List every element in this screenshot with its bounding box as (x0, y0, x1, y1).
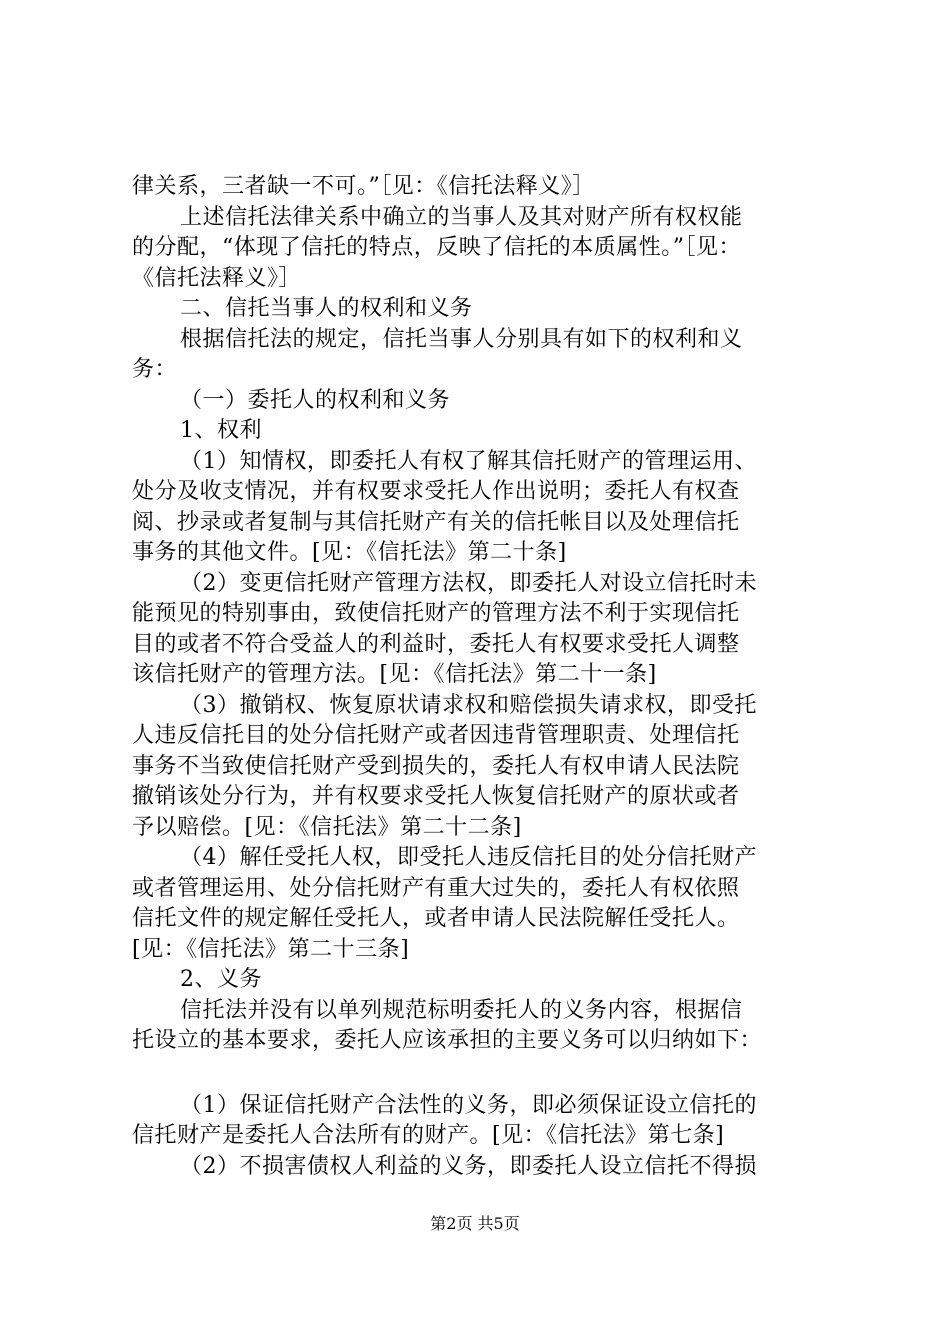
text-line: 该信托财产的管理方法。[见：《信托法》第二十一条] (132, 662, 657, 687)
text-line: 事务不当致使信托财产受到损失的，委托人有权申请人民法院 (132, 753, 740, 779)
text-line: 目的或者不符合受益人的利益时，委托人有权要求受托人调整 (132, 631, 740, 657)
subsection-heading: （一）委托人的权利和义务 (180, 387, 451, 413)
text-line: 托设立的基本要求，委托人应该承担的主要义务可以归纳如下： (132, 1028, 763, 1053)
text-line: 处分及收支情况，并有权要求受托人作出说明；委托人有权查 (132, 479, 740, 504)
text-line: （1）知情权，即委托人有权了解其信托财产的管理运用、 (180, 448, 757, 474)
text-line: 的分配，“体现了信托的特点，反映了信托的本质属性。”［见： (132, 235, 741, 260)
paragraph-gap (132, 1057, 832, 1091)
text-line: 律关系，三者缺一不可。”［见：《信托法释义》］ (132, 174, 595, 199)
subsection-heading: 1、权利 (180, 418, 262, 443)
text-line: （2）不损害债权人利益的义务，即委托人设立信托不得损 (180, 1153, 757, 1179)
text-line: 《信托法释义》］ (132, 265, 302, 291)
text-line: 能预见的特别事由，致使信托财产的管理方法不利于实现信托 (132, 601, 740, 626)
document-body (132, 172, 832, 1182)
text-line: （3）撤销权、恢复原状请求权和赔偿损失请求权，即受托 (180, 692, 757, 718)
subsection-heading: 2、义务 (180, 967, 262, 992)
text-line: 务： (132, 357, 178, 382)
text-line: 信托财产是委托人合法所有的财产。[见：《信托法》第七条] (132, 1123, 725, 1148)
section-heading: 二、信托当事人的权利和义务 (180, 296, 473, 321)
text-line: 信托文件的规定解任受托人，或者申请人民法院解任受托人。 (132, 906, 740, 931)
text-line: 上述信托法律关系中确立的当事人及其对财产所有权权能 (180, 204, 743, 230)
text-line: [见：《信托法》第二十三条] (132, 936, 410, 962)
text-line: （4）解任受托人权，即受托人违反信托目的处分信托财产 (180, 845, 757, 870)
text-line: 信托法并没有以单列规范标明委托人的义务内容，根据信 (180, 997, 743, 1023)
text-line: （1）保证信托财产合法性的义务，即必须保证设立信托的 (180, 1092, 757, 1118)
text-line: （2）变更信托财产管理方法权，即委托人对设立信托时未 (180, 570, 757, 596)
text-line: 根据信托法的规定，信托当事人分别具有如下的权利和义 (180, 326, 743, 352)
text-line: 撤销该处分行为，并有权要求受托人恢复信托财产的原状或者 (132, 784, 740, 809)
page-footer: 第2页 共5页 (430, 1214, 520, 1233)
text-line: 事务的其他文件。[见：《信托法》第二十条] (132, 540, 567, 565)
text-line: 人违反信托目的处分信托财产或者因违背管理职责、处理信托 (132, 723, 740, 748)
text-line: 予以赔偿。[见：《信托法》第二十二条] (132, 814, 522, 840)
text-line: 或者管理运用、处分信托财产有重大过失的，委托人有权依照 (132, 875, 740, 901)
text-line: 阅、抄录或者复制与其信托财产有关的信托帐目以及处理信托 (132, 509, 740, 535)
